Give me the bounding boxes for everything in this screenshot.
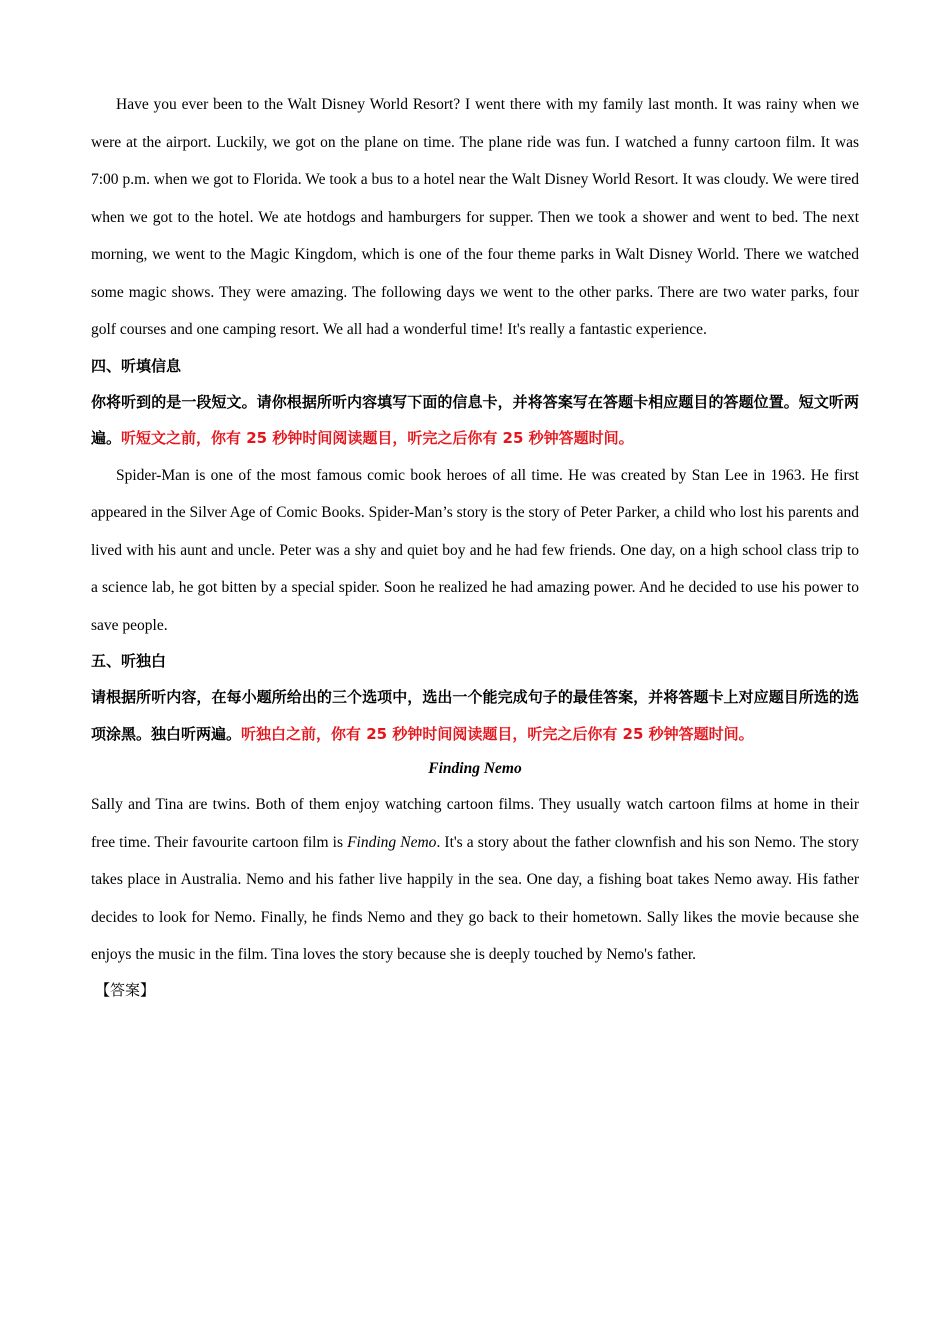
passage-nemo-italic-title: Finding Nemo	[347, 833, 437, 851]
answer-label: 【答案】	[95, 980, 156, 999]
passage-nemo	[91, 786, 859, 974]
passage-nemo-part2: . It's a story about the father clownfish and his son Nemo. The story takes place in Australia. Nemo and his father live happily in the sea. One day, a fishing boat takes Nemo away. His father decides to look for Nemo. Finally, he finds Nemo and they go back to their hometown. Sally likes the movie because she enjoys the music in the film. Tina loves the story because she is deeply touched by Nemo's father.	[91, 833, 859, 963]
section5-instruction-black: 请根据所听内容，在每小题所给出的三个选项中，选出一个能完成句子的最佳答案，并将答题卡上对应题目所选的选项涂黑。独白听两遍。	[91, 688, 859, 743]
passage-title: Finding Nemo	[428, 760, 522, 777]
passage-disney: Have you ever been to the Walt Disney World Resort? I went there with my family last month. It was rainy when we were at the airport. Luckily, we got on the plane on time. The plane ride was fun. I watched a funny cartoon film. It was 7:00 p.m. when we got to Florida. We took a bus to a hotel near the Walt Disney World Resort. It was cloudy. We were tired when we got to the hotel. We ate hotdogs and hamburgers for supper. Then we took a shower and went to bed. The next morning, we went to the Magic Kingdom, which is one of the four theme parks in Walt Disney World. There we watched some magic shows. They were amazing. The following days we went to the other parks. There are two water parks, four golf courses and one camping resort. We all had a wonderful time! It's really a fantastic experience.	[91, 96, 859, 338]
section4-instruction-black: 你将听到的是一段短文。请你根据所听内容填写下面的信息卡，并将答案写在答题卡相应题目的答题位置。短文听两遍。	[91, 392, 859, 447]
section5-instruction	[91, 679, 859, 752]
section5-instruction-red: 听独白之前，你有 25 秒钟时间阅读题目，听完之后你有 25 秒钟答题时间。	[241, 724, 754, 743]
section4-instruction	[91, 384, 859, 457]
section4-heading: 四、听填信息	[91, 356, 182, 375]
section4-instruction-red: 听短文之前，你有 25 秒钟时间阅读题目，听完之后你有 25 秒钟答题时间。	[121, 429, 634, 447]
section5-heading: 五、听独白	[91, 652, 167, 670]
passage-nemo-part1: Sally and Tina are twins. Both of them enjoy watching cartoon films. They usually watch cartoon films at home in their free time. Their favourite cartoon film is	[91, 796, 859, 851]
document-page	[91, 86, 859, 1006]
passage-spiderman: Spider-Man is one of the most famous comic book heroes of all time. He was created by Stan Lee in 1963. He first appeared in the Silver Age of Comic Books. Spider-Man’s story is the story of Peter Parker, a child who lost his parents and lived with his aunt and uncle. Peter was a shy and quiet boy and he had few friends. One day, on a high school class trip to a science lab, he got bitten by a special spider. Soon he realized he had amazing power. And he decided to use his power to save people.	[91, 466, 859, 634]
